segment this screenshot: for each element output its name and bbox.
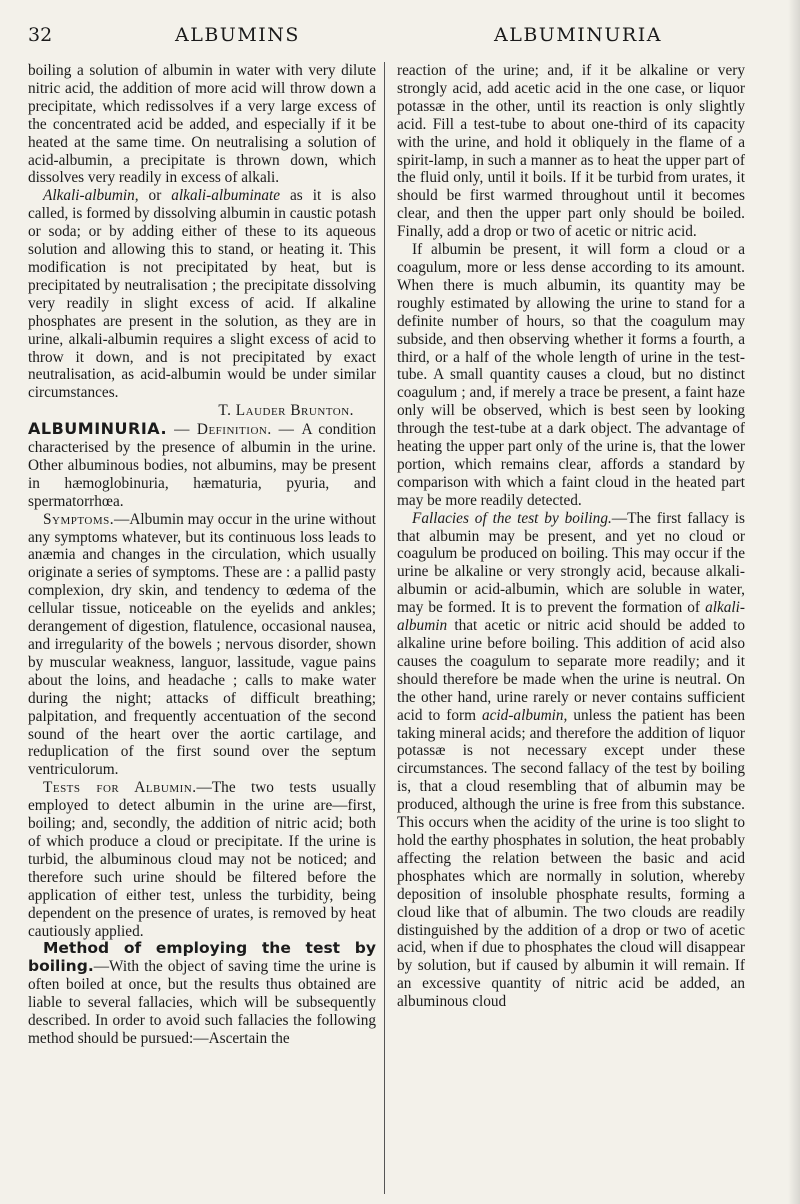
tests-label: Tests for Albumin.: [43, 779, 197, 797]
running-head-right: ALBUMINURIA: [494, 24, 662, 46]
paragraph-text: as it is also called, is formed by dissolving albumin in caustic potash or soda; or by adding either of these to its aqueous solution and allowing this to stand, or heating it. This modification is not precipitated by heat, but is precipitated by neutralisation ; the precipitate dissolving very readily in slight excess of acid. If alkaline phosphates are present in the solution, as they are in urine, alkali-albumin requires a slight excess of acid to throw it down, and is not precipitated by exact neutralisation, as acid-albumin would be under similar circumstances.: [28, 187, 376, 402]
symptoms-text: —Albumin may occur in the urine without any symptoms whatever, but its continuous loss leads to anæmia and changes in the circulation, which usually originate a series of symptoms. These are : a pallid pasty complexion, dry skin, and tendency to œdema of the cellular tissue, noticeable on the eyelids and ankles; derangement of digestion, flatulence, occasional nausea, and irregularity of the bowels ; nervous disorder, shown by muscular weakness, languor, lassitude, vague pains about the loins, and headache ; calls to make water during the night; attacks of difficult breathing; palpitation, and frequently accentuation of the second sound of the heart over the aortic cartilage, and reduplication of the first sound over the septum ventriculorum.: [28, 510, 376, 779]
symptoms-label: Symptoms.: [43, 510, 115, 528]
paragraph-symptoms: [28, 511, 376, 780]
tests-text: —The two tests usually employed to detect albumin in the urine are—first, boiling; and, secondly, the addition of nitric acid; both of which produce a cloud or precipitate. If the urine is turbid, the albuminous cloud may not be noticed; and therefore such urine should be filtered before the application of either test, unless the turbidity, being dependent on the presence of urates, is removed by heat cautiously applied.: [28, 779, 376, 940]
paragraph-method: [28, 940, 376, 1047]
term-alkali-albumin-2: alkali-albumin: [397, 599, 745, 635]
page-header: [0, 0, 800, 60]
right-column: [397, 62, 745, 1011]
left-column: [28, 62, 376, 1048]
page-number: 32: [28, 24, 53, 46]
entry-headword: ALBUMINURIA.: [28, 419, 168, 439]
method-heading: Method of employing the test by boiling.: [28, 939, 376, 976]
paragraph-acid-albumin: boiling a solution of albumin in water with very dilute nitric acid, the addition of more acid will throw down a precipitate, which redissolves if a very large excess of the concentrated acid be added, and especially if it be heated at the same time. On neutralising a solution of acid-albumin, a precipitate is thrown down, which dissolves very readily in excess of alkali.: [28, 62, 376, 187]
term-alkali-albuminate: alkali-albuminate: [171, 187, 281, 205]
method-text: —With the object of saving time the urine is often boiled at once, but the results thus obtained are liable to several fallacies, which will be subsequently described. In order to avoid such fallacies the following method should be pursued:—Ascertain the: [28, 958, 376, 1047]
entry-albuminuria: [28, 420, 376, 511]
fallacies-text-c: unless the patient has been taking mineral acids; and therefore the addition of liquor potassæ is not necessary except under these circumstances. The second fallacy of the test by boiling is, that a cloud resembling that of albumin may be produced, although the urine is free from this substance. This occurs when the acidity of the urine is too slight to hold the earthy phosphates in solution, the heat probably affecting the relation between the basic and acid phosphates which are normally in solution, whereby deposition of insoluble phosphate results, forming a cloud like that of albumin. The two clouds are readily distinguished by the addition of a drop or two of acetic acid, when if due to phosphates the cloud will disappear by solution, but if caused by albumin it will remain. If an excessive quantity of nitric acid be added, an albuminous cloud: [397, 706, 745, 1011]
author-signature: T. Lauder Brunton.: [218, 402, 354, 420]
definition-text: A condition characterised by the presence of albumin in the urine. Other albuminous bodies, not albumins, may be present in hæmoglobinuria, hæmaturia, pyuria, and spermatorrhœa.: [28, 421, 377, 510]
paragraph-fallacies: [397, 510, 745, 1011]
paragraph-albumin-present: If albumin be present, it will form a cloud or a coagulum, more or less dense according to its amount. When there is much albumin, its quantity may be roughly estimated by allowing the urine to stand for a definite number of hours, so that the coagulum may subside, and then observing whether it forms a fourth, a third, or a half of the whole length of urine in the test-tube. A small quantity causes a cloud, but no distinct coagulum ; and, if merely a trace be present, a faint haze only will be observed, which is best seen by looking through the test-tube at a dark object. The advantage of heating the upper part only of the urine is, that the lower portion, which remains clear, affords a standard by comparison with which a faint cloud in the heated part may be more readily detected.: [397, 241, 745, 509]
fallacies-text-b: that acetic or nitric acid should be added to alkaline urine before boiling. This addition of acid also causes the coagulum to separate more readily; and it should therefore be made when the urine is neutral. On the other hand, urine rarely or never contains sufficient acid to form: [397, 617, 745, 724]
text-or: or: [138, 187, 172, 205]
page-edge-shadow: [788, 0, 800, 1204]
paragraph-alkali-albumin: [28, 187, 376, 402]
running-head-left: ALBUMINS: [175, 24, 300, 46]
paragraph-tests: [28, 779, 376, 940]
column-divider: [384, 62, 385, 1194]
term-alkali-albumin: Alkali-albumin,: [43, 187, 139, 205]
fallacies-text-a: —The first fallacy is that albumin may be present, and yet no cloud or coagulum be produced on boiling. This may occur if the urine be alkaline or very strongly acid, because alkali-albumin or acid-albumin, which are soluble in water, may be formed. It is to prevent the formation of: [397, 509, 745, 617]
term-acid-albumin: acid-albumin,: [481, 706, 568, 724]
paragraph-reaction: reaction of the urine; and, if it be alkaline or very strongly acid, add acetic acid in the one case, or liquor potassæ in the other, until its reaction is only slightly acid. Fill a test-tube to about one-third of its capacity with the urine, and hold it obliquely in the flame of a spirit-lamp, in such a manner as to heat the upper part of the fluid only, until it boils. If it be turbid from urates, it should be first warmed throughout until it becomes clear, and then the upper part only should be boiled. Finally, add a drop or two of acetic or nitric acid.: [397, 62, 745, 241]
definition-label: — Definition. —: [167, 421, 302, 439]
fallacies-heading: Fallacies of the test by boiling.: [412, 509, 612, 527]
